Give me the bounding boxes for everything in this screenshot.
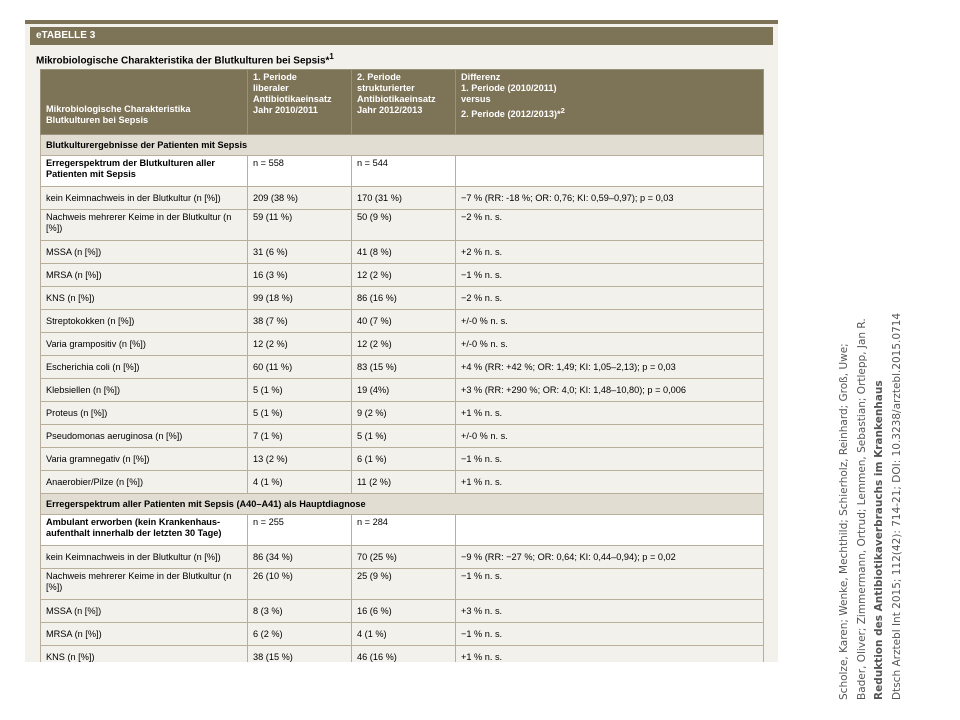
header-period-1 — [248, 70, 352, 135]
header-period-2-line: Antibiotikaeinsatz — [357, 94, 436, 104]
cell-period-1: 16 (3 %) — [248, 264, 352, 287]
cell-period-2: 46 (16 %) — [352, 646, 456, 663]
cell-difference: −1 % n. s. — [456, 448, 764, 471]
header-difference-line: 1. Periode (2010/2011) — [461, 83, 557, 93]
header-period-1-line: 1. Periode — [253, 72, 297, 82]
data-table — [40, 69, 764, 662]
header-period-2 — [352, 70, 456, 135]
row-label: kein Keimnachweis in der Blutkultur (n [%]) — [41, 187, 248, 210]
cell-period-1: 6 (2 %) — [248, 623, 352, 646]
header-difference-line: versus — [461, 94, 491, 104]
table-figure — [25, 20, 778, 662]
cell-period-1: 7 (1 %) — [248, 425, 352, 448]
cell-period-1: 31 (6 %) — [248, 241, 352, 264]
header-period-1-line: liberaler — [253, 83, 289, 93]
row-label: Escherichia coli (n [%]) — [41, 356, 248, 379]
cell-period-2: n = 544 — [352, 156, 456, 187]
cell-period-2: 170 (31 %) — [352, 187, 456, 210]
table-row — [41, 156, 764, 187]
table-row — [41, 310, 764, 333]
cell-difference — [456, 156, 764, 187]
row-label: KNS (n [%]) — [41, 646, 248, 663]
cell-period-1: 86 (34 %) — [248, 546, 352, 569]
cell-period-1: n = 558 — [248, 156, 352, 187]
header-period-1-line: Antibiotikaeinsatz — [253, 94, 332, 104]
table-row — [41, 515, 764, 546]
header-period-2-line: 2. Periode — [357, 72, 401, 82]
cell-period-2: 12 (2 %) — [352, 264, 456, 287]
cell-period-1: 60 (11 %) — [248, 356, 352, 379]
cell-period-1: 26 (10 %) — [248, 569, 352, 600]
cell-period-2: 11 (2 %) — [352, 471, 456, 494]
cell-difference: −2 % n. s. — [456, 287, 764, 310]
section-row — [41, 494, 764, 515]
cell-period-2: 70 (25 %) — [352, 546, 456, 569]
table-header-row — [41, 70, 764, 135]
cell-difference: +1 % n. s. — [456, 402, 764, 425]
row-label: MRSA (n [%]) — [41, 623, 248, 646]
row-label: MSSA (n [%]) — [41, 600, 248, 623]
cell-period-2: 40 (7 %) — [352, 310, 456, 333]
row-label: Nachweis mehrerer Keime in der Blutkultur (n [%]) — [41, 210, 248, 241]
header-period-2-line: Jahr 2012/2013 — [357, 105, 423, 115]
row-label: Varia gramnegativ (n [%]) — [41, 448, 248, 471]
row-label: Klebsiellen (n [%]) — [41, 379, 248, 402]
cell-period-1: 38 (15 %) — [248, 646, 352, 663]
section-label: Erregerspektrum aller Patienten mit Sepsis (A40–A41) als Hauptdiagnose — [41, 494, 764, 515]
cell-period-2: 25 (9 %) — [352, 569, 456, 600]
table-row — [41, 210, 764, 241]
table-row — [41, 287, 764, 310]
cell-period-2: 6 (1 %) — [352, 448, 456, 471]
cell-difference: −9 % (RR: −27 %; OR: 0,64; KI: 0,44–0,94); p = 0,02 — [456, 546, 764, 569]
cell-period-2: 9 (2 %) — [352, 402, 456, 425]
header-difference-line: Differenz — [461, 72, 501, 82]
cell-period-1: 8 (3 %) — [248, 600, 352, 623]
table-row — [41, 187, 764, 210]
cell-difference: −1 % n. s. — [456, 569, 764, 600]
cell-difference: +3 % n. s. — [456, 600, 764, 623]
cell-period-1: 4 (1 %) — [248, 471, 352, 494]
section-row — [41, 135, 764, 156]
cell-difference: +2 % n. s. — [456, 241, 764, 264]
table-row — [41, 379, 764, 402]
table-row — [41, 425, 764, 448]
cell-difference: +/-0 % n. s. — [456, 333, 764, 356]
cell-difference: +1 % n. s. — [456, 646, 764, 663]
table-title-text: Mikrobiologische Charakteristika der Blutkulturen bei Sepsis* — [36, 55, 330, 67]
header-difference — [456, 70, 764, 135]
table-row — [41, 623, 764, 646]
cell-period-2: 41 (8 %) — [352, 241, 456, 264]
row-label: Proteus (n [%]) — [41, 402, 248, 425]
table-row — [41, 356, 764, 379]
cell-difference: +/-0 % n. s. — [456, 310, 764, 333]
cell-period-2: 12 (2 %) — [352, 333, 456, 356]
cell-difference: −7 % (RR: -18 %; OR: 0,76; KI: 0,59–0,97); p = 0,03 — [456, 187, 764, 210]
table-row — [41, 600, 764, 623]
row-label: Streptokokken (n [%]) — [41, 310, 248, 333]
row-label: Anaerobier/Pilze (n [%]) — [41, 471, 248, 494]
citation-authors: Bader, Oliver; Zimmermann, Ortrud; Lemmen, Sebastian; Ortlepp, Jan R. — [855, 318, 868, 700]
cell-period-1: 12 (2 %) — [248, 333, 352, 356]
header-difference-footnote: 2 — [560, 106, 565, 115]
cell-period-2: 50 (9 %) — [352, 210, 456, 241]
row-label: Erregerspektrum der Blutkulturen aller Patienten mit Sepsis — [41, 156, 248, 187]
section-label: Blutkulturergebnisse der Patienten mit Sepsis — [41, 135, 764, 156]
cell-period-2: 4 (1 %) — [352, 623, 456, 646]
cell-period-1: 99 (18 %) — [248, 287, 352, 310]
cell-difference: −1 % n. s. — [456, 264, 764, 287]
header-period-1-line: Jahr 2010/2011 — [253, 105, 318, 115]
row-label: MRSA (n [%]) — [41, 264, 248, 287]
citation-authors: Scholze, Karen; Wenke, Mechthild; Schierholz, Reinhard; Groß, Uwe; — [838, 343, 850, 700]
figure-label: eTABELLE 3 — [30, 27, 773, 45]
cell-difference: −2 % n. s. — [456, 210, 764, 241]
cell-period-1: 5 (1 %) — [248, 379, 352, 402]
table-row — [41, 402, 764, 425]
cell-period-1: 209 (38 %) — [248, 187, 352, 210]
table-row — [41, 333, 764, 356]
cell-difference — [456, 515, 764, 546]
row-label: Nachweis mehrerer Keime in der Blutkultur (n [%]) — [41, 569, 248, 600]
cell-period-2: 5 (1 %) — [352, 425, 456, 448]
cell-period-1: 59 (11 %) — [248, 210, 352, 241]
cell-period-2: 16 (6 %) — [352, 600, 456, 623]
cell-period-2: 83 (15 %) — [352, 356, 456, 379]
cell-period-1: 13 (2 %) — [248, 448, 352, 471]
header-characteristics: Mikrobiologische Charakteristika Blutkulturen bei Sepsis — [41, 70, 248, 135]
cell-difference: −1 % n. s. — [456, 623, 764, 646]
row-label: KNS (n [%]) — [41, 287, 248, 310]
table-row — [41, 546, 764, 569]
cell-period-1: 38 (7 %) — [248, 310, 352, 333]
table-row — [41, 471, 764, 494]
table-row — [41, 646, 764, 663]
row-label: Ambulant erworben (kein Krankenhaus-aufenthalt innerhalb der letzten 30 Tage) — [41, 515, 248, 546]
row-label: MSSA (n [%]) — [41, 241, 248, 264]
cell-period-2: 19 (4%) — [352, 379, 456, 402]
cell-difference: +3 % (RR: +290 %; OR: 4,0; KI: 1,48–10,80); p = 0,006 — [456, 379, 764, 402]
citation-reference: Dtsch Arztebl Int 2015; 112(42): 714-21; DOI: 10.3238/arztebl.2015.0714 — [890, 312, 903, 700]
cell-difference: +1 % n. s. — [456, 471, 764, 494]
citation-article-title: Reduktion des Antibiotikaverbrauchs im Krankenhaus — [873, 380, 885, 700]
cell-difference: +/-0 % n. s. — [456, 425, 764, 448]
citation-block — [832, 0, 940, 706]
table-row — [41, 241, 764, 264]
table-row — [41, 569, 764, 600]
table-title — [30, 45, 773, 69]
header-period-2-line: strukturierter — [357, 83, 415, 93]
row-label: Pseudomonas aeruginosa (n [%]) — [41, 425, 248, 448]
cell-period-1: 5 (1 %) — [248, 402, 352, 425]
table-title-footnote: 1 — [329, 52, 334, 61]
row-label: Varia grampositiv (n [%]) — [41, 333, 248, 356]
header-difference-line — [461, 105, 758, 120]
table-row — [41, 448, 764, 471]
table-row — [41, 264, 764, 287]
cell-difference: +4 % (RR: +42 %; OR: 1,49; KI: 1,05–2,13); p = 0,03 — [456, 356, 764, 379]
top-rule — [25, 20, 778, 24]
cell-period-1: n = 255 — [248, 515, 352, 546]
cell-period-2: n = 284 — [352, 515, 456, 546]
row-label: kein Keimnachweis in der Blutkultur (n [%]) — [41, 546, 248, 569]
header-difference-text: 2. Periode (2012/2013)* — [461, 109, 561, 120]
cell-period-2: 86 (16 %) — [352, 287, 456, 310]
